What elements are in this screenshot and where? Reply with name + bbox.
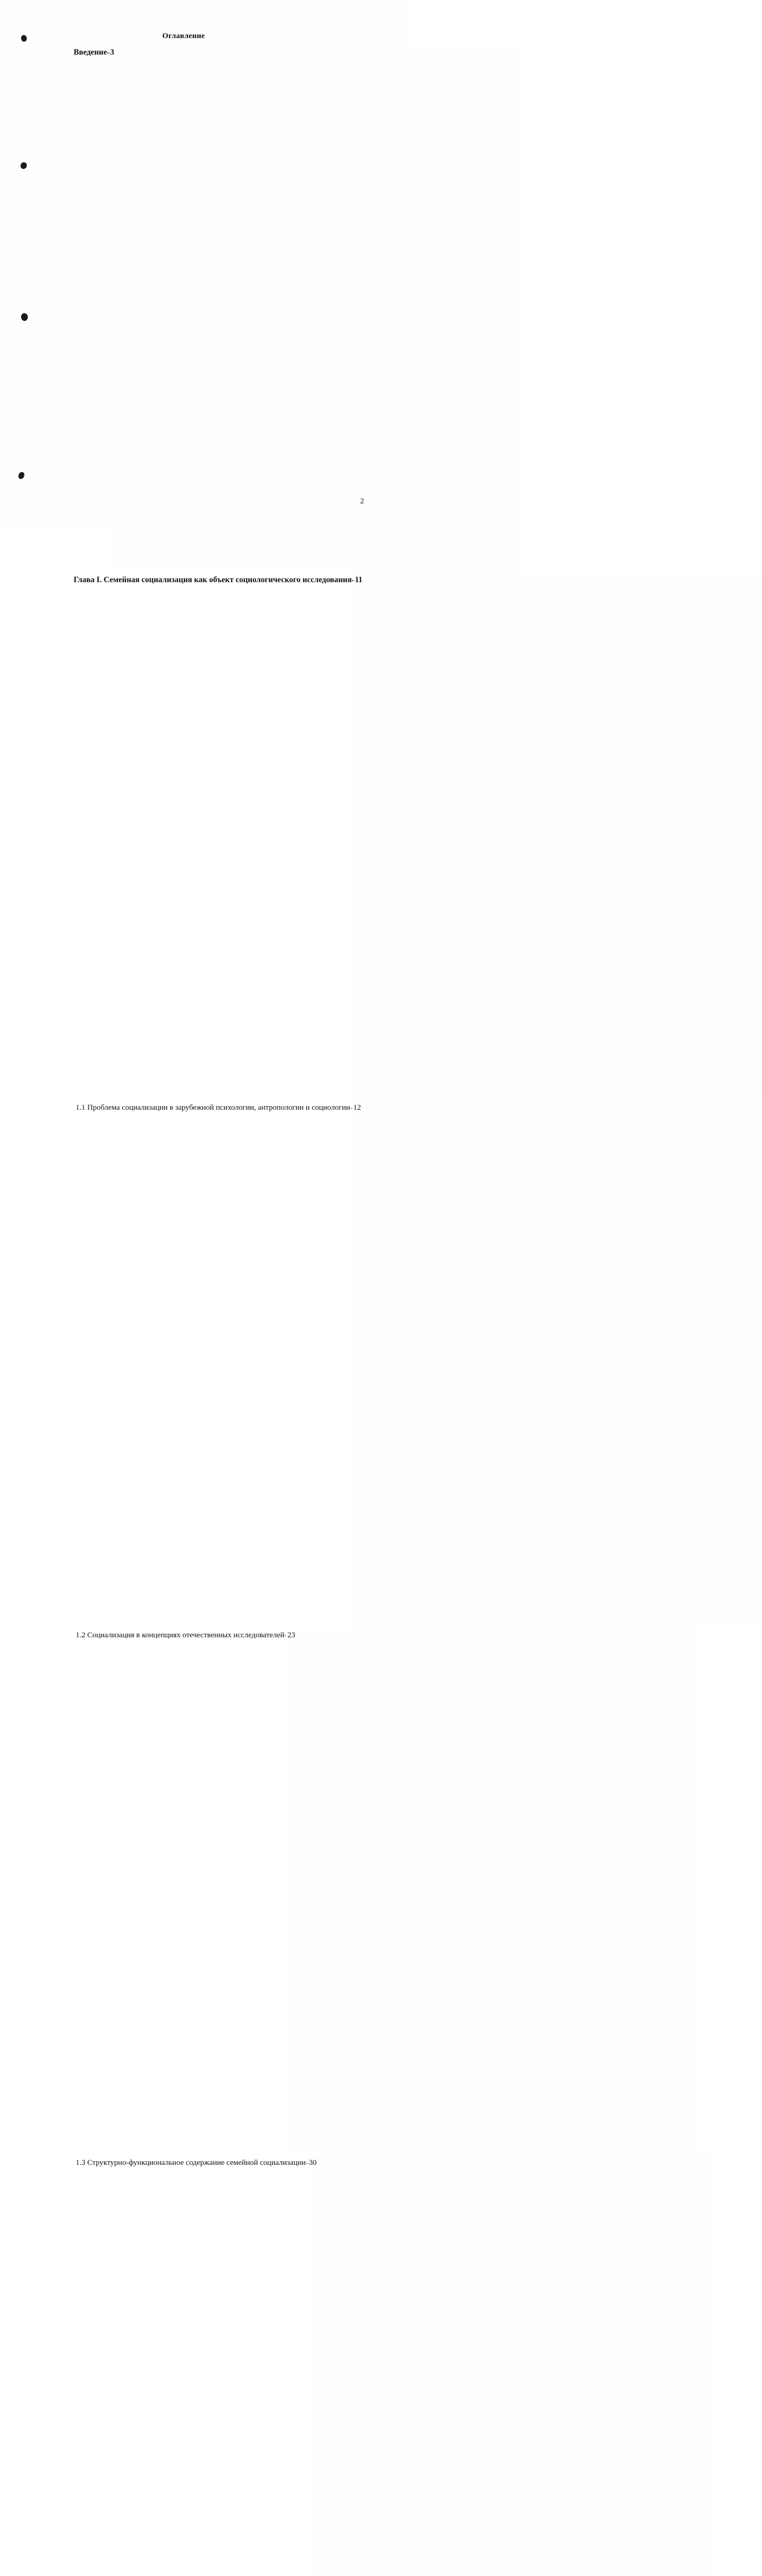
page-number: 2: [360, 497, 364, 505]
toc-entry-label: Глава I. Семейная социализация как объект социологического исследования: [74, 575, 352, 584]
toc-entry-label: Введение: [74, 48, 107, 57]
toc-entry-page: 11: [355, 572, 762, 1100]
toc-entry-label: 1.1 Проблема социализации в зарубежной психологии, антропологии и социологии: [76, 1104, 351, 1112]
toc-entry-label: 1.2 Социализация в концепциях отечественных исследователей: [76, 1631, 285, 1639]
toc-entry-1-3[interactable]: [76, 2155, 483, 2576]
toc-entry-page: 3: [110, 45, 517, 572]
scanned-page: [0, 0, 407, 2167]
toc-entry-page: 30: [309, 2155, 716, 2576]
toc-entry-introduction[interactable]: [74, 45, 481, 572]
toc-entry-page: 23: [287, 1628, 695, 2155]
page-title: Оглавление: [162, 32, 205, 40]
toc-entry-chapter-1[interactable]: [74, 572, 481, 1100]
toc-entry-label: 1.3 Структурно-функциональное содержание семейной социализации: [76, 2159, 306, 2167]
toc-entry-1-1[interactable]: [76, 1100, 483, 1628]
toc-entry-1-2[interactable]: [76, 1628, 483, 2155]
toc-entry-page: 12: [353, 1100, 760, 1628]
toc-list: [0, 45, 407, 2576]
